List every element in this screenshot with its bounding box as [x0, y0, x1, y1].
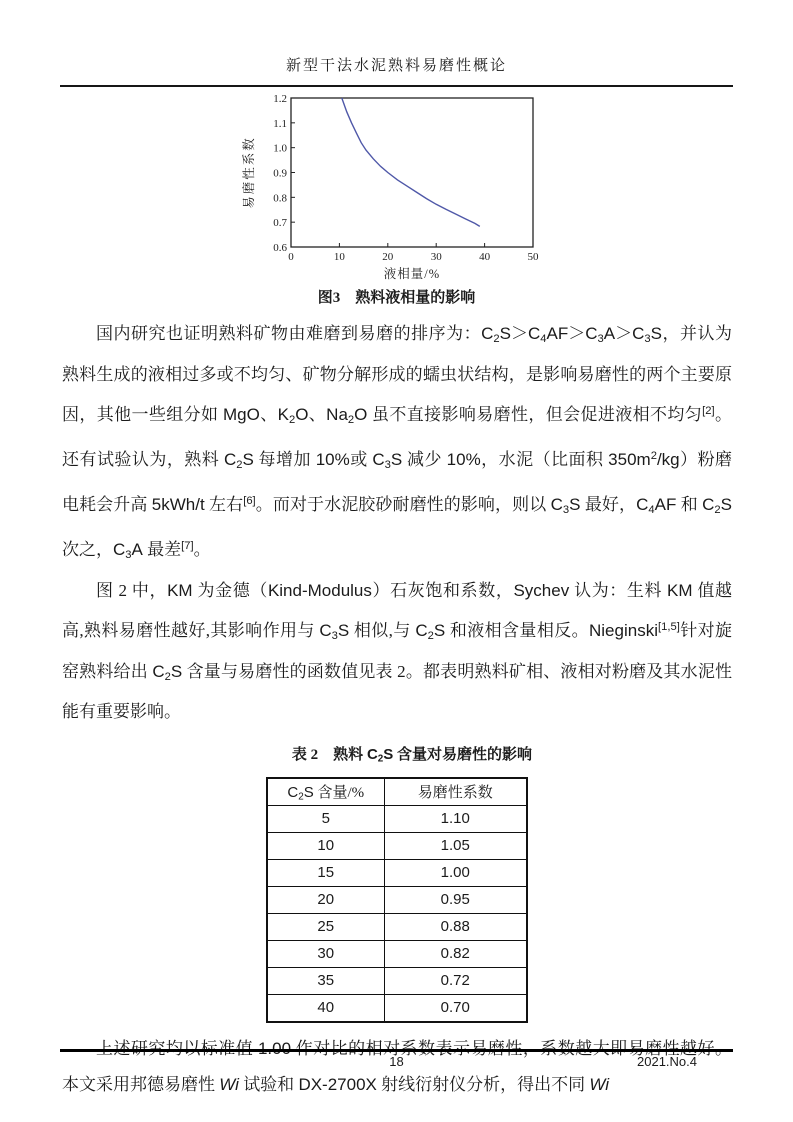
- x-tick-label: 40: [479, 251, 491, 263]
- x-tick-label: 50: [527, 251, 539, 263]
- table-cell: 40: [267, 994, 384, 1022]
- x-tick-label: 0: [288, 251, 294, 263]
- x-axis-label: 液相量/%: [383, 267, 441, 281]
- table-row: [267, 805, 527, 832]
- table-row: [267, 940, 527, 967]
- y-tick-label: 1.1: [273, 117, 287, 130]
- page-number: 18: [389, 1054, 404, 1069]
- body-text: [62, 316, 732, 1103]
- paragraph-3: 上述研究均以标准值 1.00 作对比的相对系数表示易磨性，系数越大即易磨性越好。本文采用邦德易磨性 Wi 试验和 DX-2700X 射线衍射仪分析，得出不同 Wi: [62, 1038, 732, 1094]
- x-tick-label: 10: [333, 251, 345, 263]
- table-row: [267, 967, 527, 994]
- table-cell: 20: [267, 886, 384, 913]
- y-tick-label: 0.9: [273, 167, 287, 180]
- y-tick-label: 0.6: [273, 242, 287, 254]
- paragraph-2: 图 2 中，KM 为金德（Kind-Modulus）石灰饱和系数，Sychev 认为：生料 KM 值越高,熟料易磨性越好,其影响作用与 $C_3S$ 相似,与 $C_2S$ 和液相含量相反。Nieginski[1,5]针对旋窑熟料给出 $C_2S$ 含量与易磨性的函数值见表 2。都表明熟料矿相、液相对粉磨及其水泥性能有重要影响。: [62, 580, 733, 722]
- table-cell: 1.10: [384, 805, 527, 832]
- x-tick-label: 20: [382, 251, 394, 263]
- table-row: [267, 913, 527, 940]
- table-row: [267, 832, 527, 859]
- table-cell: 0.72: [384, 967, 527, 994]
- table-title: 表 2 熟料 $C_2S$ 含量对易磨性的影响: [291, 746, 533, 765]
- table-row: [267, 886, 527, 913]
- table-cell: 0.88: [384, 913, 527, 940]
- table-header-c2s: $C_2S$ 含量/%: [267, 778, 384, 806]
- table-cell: 30: [267, 940, 384, 967]
- issue-label: 2021.No.4: [637, 1054, 697, 1069]
- paragraph-1: 国内研究也证明熟料矿物由难磨到易磨的排序为：$C_2S>C_4AF>C_3A>C_3S$，并认为熟料生成的液相过多或不均匀、矿物分解形成的蠕虫状结构，是影响易磨性的两个主要原因，其他一些组分如 MgO、$K_2O$、$Na_2O$ 虽不直接影响易磨性，但会促进液相不均匀[2]。还有试验认为，熟料 $C_2S$ 每增加 10%或 $C_3S$ 减少 10%，水泥（比面积 $350m^2/kg$）粉磨电耗会升高 5kWh/t 左右[6]。而对于水泥胶砂耐磨性的影响，则以 $C_3S$ 最好，$C_4AF$ 和 $C_2S$ 次之，$C_3A$ 最差[7]。: [62, 324, 733, 561]
- table-cell: 15: [267, 859, 384, 886]
- table-header-coefficient: 易磨性系数: [384, 778, 527, 806]
- table-cell: 1.05: [384, 832, 527, 859]
- y-tick-label: 0.7: [273, 217, 287, 230]
- table-row: [267, 859, 527, 886]
- table-row: [267, 994, 527, 1022]
- data-curve: [342, 98, 480, 226]
- table-cell: 0.95: [384, 886, 527, 913]
- header-rule: [60, 85, 733, 87]
- figure-caption: 图3 熟料液相量的影响: [317, 290, 476, 306]
- data-table: [266, 777, 528, 1023]
- y-tick-label: 1.0: [273, 142, 287, 155]
- table-header-row: [267, 778, 527, 806]
- x-tick-label: 30: [430, 251, 442, 263]
- footer-rule: [60, 1049, 733, 1052]
- y-tick-label: 1.2: [273, 93, 287, 105]
- y-axis-label: 易磨性系数: [242, 136, 256, 209]
- plot-frame: [291, 98, 533, 247]
- table-cell: 1.00: [384, 859, 527, 886]
- table-cell: 5: [267, 805, 384, 832]
- table-block: [62, 744, 732, 1022]
- table-cell: 35: [267, 967, 384, 994]
- table-cell: 25: [267, 913, 384, 940]
- chart-svg: [240, 92, 545, 284]
- table-cell: 0.70: [384, 994, 527, 1022]
- table-cell: 10: [267, 832, 384, 859]
- table-cell: 0.82: [384, 940, 527, 967]
- y-tick-label: 0.8: [273, 192, 287, 205]
- table-body: [267, 805, 527, 1022]
- running-head-title: 新型干法水泥熟料易磨性概论: [285, 58, 507, 74]
